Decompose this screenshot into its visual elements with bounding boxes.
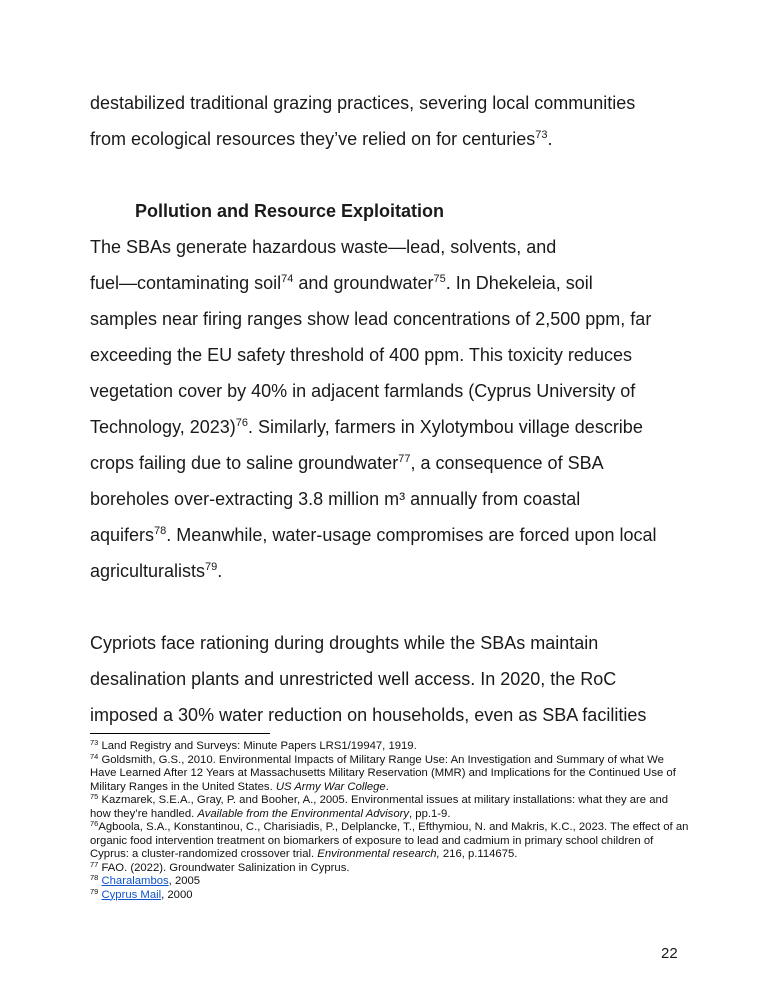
text: agriculturalists <box>90 561 206 581</box>
footnote-source: US Army War College <box>275 780 386 793</box>
footnote-text: Goldsmith, G.S., 2010. Environmental Impacts of Military Range Use: An Investigation and Summary of what We Have Learned After 12 Years at Massachusetts Military Reservation (MMR) and Implications for the Continued Use of Military Ranges in the United States. <box>90 753 676 793</box>
text: boreholes over-extracting 3.8 million m³ annually from coastal <box>90 489 581 509</box>
text-line <box>90 409 690 445</box>
text-line <box>90 445 690 481</box>
text-line <box>90 697 690 733</box>
text: from ecological resources they’ve relied on for centuries <box>90 129 536 149</box>
text: aquifers <box>90 525 155 545</box>
footnote <box>90 821 690 862</box>
footnote-source: Environmental research, <box>317 848 440 860</box>
footnote <box>90 875 690 889</box>
footnote-text: FAO. (2022). Groundwater Salinization in Cyprus. <box>98 861 350 874</box>
footnote-ref[interactable]: 75 <box>433 273 446 285</box>
text: Technology, 2023) <box>90 417 236 437</box>
text: vegetation cover by 40% in adjacent farmlands (Cyprus University of <box>90 381 636 401</box>
footnote-number: 74 <box>90 751 99 761</box>
footnote <box>90 859 690 876</box>
text: desalination plants and unrestricted well access. In 2020, the RoC <box>90 669 617 689</box>
footnote <box>90 751 690 795</box>
footnote <box>90 794 690 821</box>
footnote-separator <box>90 733 270 734</box>
text: , a consequence of SBA <box>410 453 604 473</box>
footnote-ref[interactable]: 77 <box>398 453 411 465</box>
footnote-ref[interactable]: 78 <box>154 525 167 537</box>
footnote-number: 79 <box>90 886 99 896</box>
text: . <box>217 561 223 581</box>
footnote-link[interactable]: Cyprus Mail <box>101 888 162 901</box>
text-line <box>90 553 690 589</box>
text-line <box>90 85 690 121</box>
footnote-number: 77 <box>90 859 99 869</box>
text: crops failing due to saline groundwater <box>90 453 399 473</box>
footnote-text: 216, p.114675. <box>439 848 518 860</box>
footnote-text: Agboola, S.A., Konstantinou, C., Charisiadis, P., Delplancke, T., Efthymiou, N. and Makris, K.C., 2023. The effect of an organic food intervention treatment on biomarkers of exposure to lead and cadmium in primary school children of Cyprus: a cluster-randomized crossover trial. <box>90 821 689 860</box>
text-line <box>90 337 690 373</box>
text-line <box>90 661 690 697</box>
footnote-ref[interactable]: 76 <box>235 417 249 429</box>
text: . In Dhekeleia, soil <box>445 273 593 293</box>
section-heading: Pollution and Resource Exploitation <box>135 201 445 221</box>
text-line <box>90 481 690 517</box>
footnote-text: . <box>385 780 389 793</box>
footnote-number: 78 <box>90 873 99 882</box>
footnote-ref[interactable]: 74 <box>281 273 294 285</box>
page-number: 22 <box>661 945 678 962</box>
footnote-link[interactable]: Charalambos <box>101 875 169 887</box>
footnote-number: 75 <box>90 792 99 801</box>
text: Cypriots face rationing during droughts while the SBAs maintain <box>90 633 599 653</box>
text: and groundwater <box>293 273 434 293</box>
footnotes <box>90 740 690 902</box>
text-line <box>90 373 690 409</box>
footnote-number: 73 <box>90 738 99 747</box>
text: The SBAs generate hazardous waste—lead, solvents, and <box>90 237 557 257</box>
footnote-ref[interactable]: 73 <box>535 129 548 141</box>
footnote-text: Land Registry and Surveys: Minute Papers LRS1/19947, 1919. <box>98 740 417 752</box>
text: imposed a 30% water reduction on households, even as SBA facilities <box>90 705 647 725</box>
footnote <box>90 886 690 903</box>
footnote-text: Kazmarek, S.E.A., Gray, P. and Booher, A., 2005. Environmental issues at military installations: what they are and how they’re handled. <box>90 794 669 820</box>
text-line <box>90 229 690 265</box>
body-text <box>90 85 690 733</box>
text-line <box>90 265 690 301</box>
text: . Meanwhile, water-usage compromises are forced upon local <box>166 525 657 545</box>
footnote-text: , pp.1-9. <box>409 807 451 820</box>
footnote-ref[interactable]: 79 <box>205 561 218 573</box>
text: . <box>547 129 553 149</box>
footnote-number: 76 <box>90 819 99 828</box>
text-line <box>90 301 690 337</box>
footnote <box>90 740 690 754</box>
footnote-text: , 2005 <box>168 875 201 887</box>
text: exceeding the EU safety threshold of 400 ppm. This toxicity reduces <box>90 345 632 365</box>
footnote-source: Available from the Environmental Advisory <box>197 807 410 820</box>
text-line <box>90 121 690 157</box>
text: samples near firing ranges show lead concentrations of 2,500 ppm, far <box>90 309 652 329</box>
footnote-text: , 2000 <box>161 888 193 901</box>
text-line <box>90 517 690 553</box>
text: fuel—contaminating soil <box>90 273 282 293</box>
text: destabilized traditional grazing practices, severing local communities <box>90 93 636 113</box>
text: . Similarly, farmers in Xylotymbou village describe <box>248 417 643 437</box>
text-line <box>90 625 690 661</box>
